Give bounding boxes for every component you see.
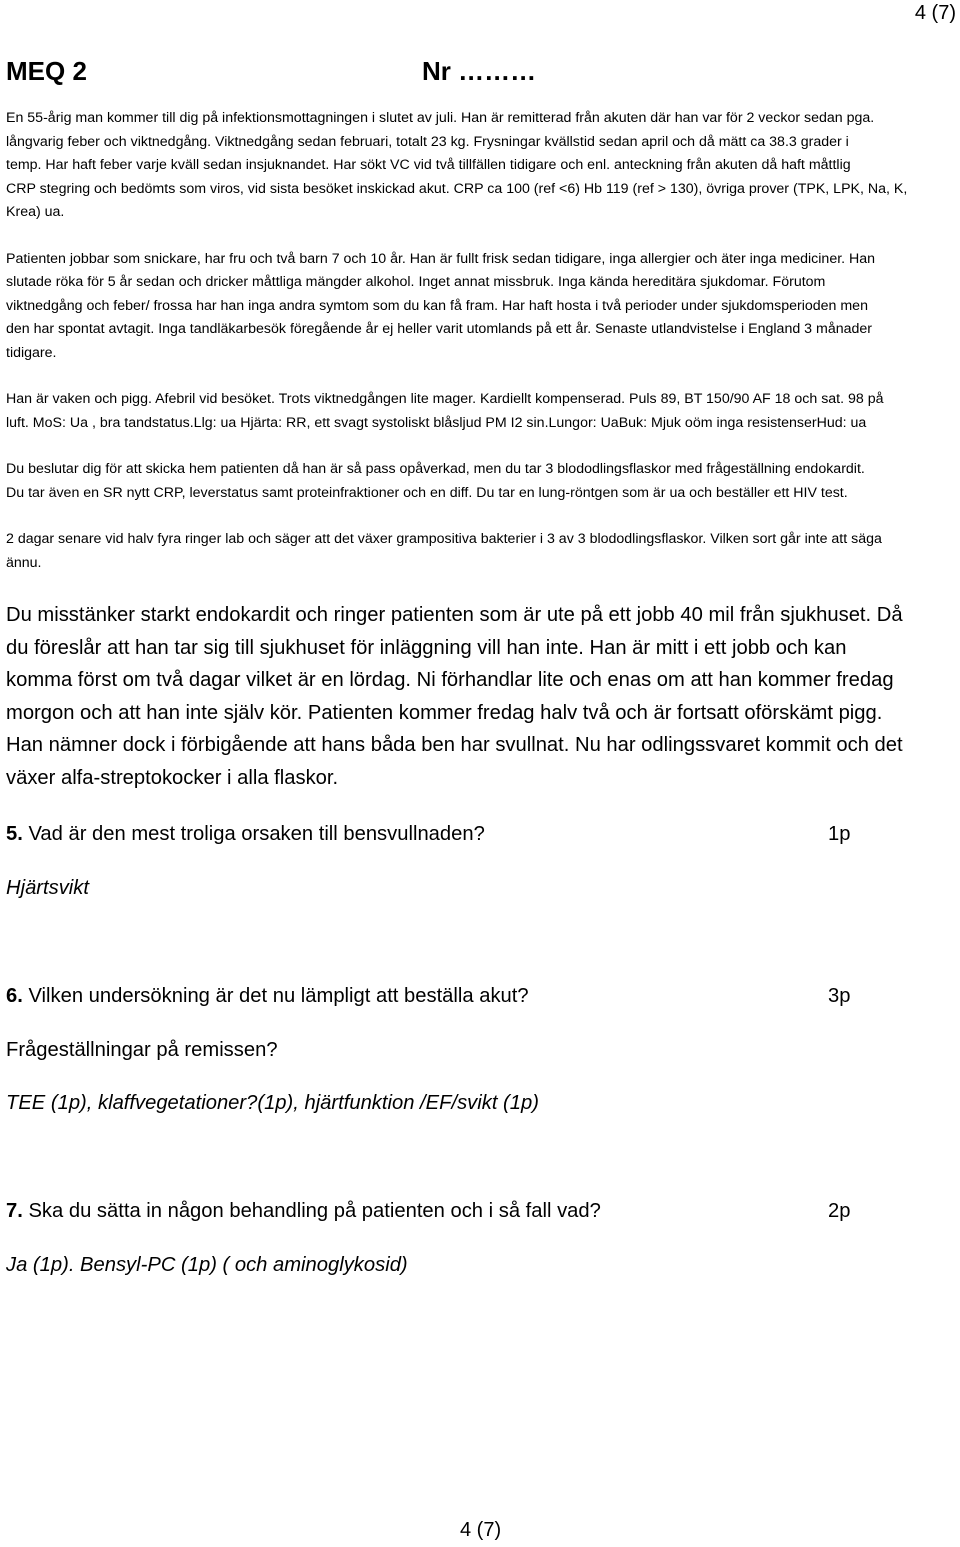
case-paragraph-3 [6,388,956,435]
page-number-top: 4 (7) [914,2,956,24]
text-line: temp. Har haft feber varje kväll sedan insjuknandet. Har sökt VC vid två tillfällen tidigare och enl. anteckning från akuten då haft måttlig [6,157,851,173]
text-line: tidigare. [6,344,57,361]
text-line: Patienten jobbar som snickare, har fru och två barn 7 och 10 år. Han är fullt frisk sedan tidigare, inga allergier och äter inga mediciner. Han [6,250,876,267]
question-text [6,1197,956,1225]
text-line: Du tar även en SR nytt CRP, leverstatus samt proteinfraktioner och en diff. Du tar en lung-röntgen som är ua och beställer ett HIV test. [6,484,848,501]
text-line: den har spontat avtagit. Inga tandläkarbesök föregående år ej heller varit utomlands på ett år. Senaste utlandvistelse i England 3 månader [6,321,872,337]
case-paragraph-4 [6,458,956,505]
question-points: 1p [828,822,851,845]
text-line: morgon och att han inte själv kör. Patienten kommer fredag halv två och är fortsatt oförskämt pigg. [6,701,883,724]
document-header [6,56,906,90]
case-paragraph-2 [6,248,956,366]
question-number: 6. [6,984,23,1007]
page-number-bottom: 4 (7) [460,1519,502,1541]
text-line: du föreslår att han tar sig till sjukhuset för inläggning vill han inte. Han är mitt i ett jobb och kan [6,636,847,659]
question-label: Ska du sätta in någon behandling på patienten och i så fall vad? [22,1199,601,1222]
question-text [6,820,956,848]
case-paragraph-1 [6,107,956,225]
text-line: Han är vaken och pigg. Afebril vid besöket. Trots viktnedgången lite mager. Kardiellt kompenserad. Puls 89, BT 150/90 AF 18 och sat. 98 på [6,391,884,407]
case-paragraph-5 [6,528,956,575]
question-label: Vilken undersökning är det nu lämpligt att beställa akut? [22,984,529,1007]
question-label: Vad är den mest troliga orsaken till bensvullnaden? [22,822,485,845]
text-line: luft. MoS: Ua , bra tandstatus.Llg: ua Hjärta: RR, ett svagt systoliskt blåsljud PM I2 sin.Lungor: UaBuk: Mjuk oöm inga resistenserHud: ua [6,414,867,431]
text-line: långvarig feber och viktnedgång. Viktnedgång sedan februari, totalt 23 kg. Frysningar kvällstid sedan april och då mätt ca 38.3 grader i [6,133,849,150]
document-nr: Nr ……… [422,56,537,86]
answer-text: TEE (1p), klaffvegetationer?(1p), hjärtfunktion /EF/svikt (1p) [6,1091,539,1114]
text-line: komma först om två dagar vilket är en lördag. Ni förhandlar lite och enas om att han kommer fredag [6,669,894,692]
document-body [6,107,956,1279]
question-points: 2p [828,1199,851,1222]
text-line: slutade röka för 5 år sedan och dricker måttliga mängder alkohol. Inget annat missbruk. Inga kända hereditära sjukdomar. Förutom [6,274,826,290]
question-points: 3p [828,984,851,1007]
text-line: viktnedgång och feber/ frossa har han inga andra symtom som du kan få fram. Har haft hosta i två perioder under sjukdomsperioden men [6,297,868,314]
text-line: Krea) ua. [6,204,65,220]
text-line: Du beslutar dig för att skicka hem patienten då han är så pass opåverkad, men du tar 3 blododlingsflaskor med frågeställning endokardit. [6,461,865,477]
case-continuation [6,599,956,795]
question-5 [6,820,956,902]
question-number: 7. [6,1199,23,1222]
text-line: ännu. [6,554,42,571]
text-line: CRP stegring och bedömts som viros, vid sista besöket inskickad akut. CRP ca 100 (ref <6) Hb 119 (ref > 130), övriga prover (TPK, LPK, Na, K, [6,180,908,197]
subquestion-text: Frågeställningar på remissen? [6,1038,278,1061]
question-7 [6,1197,956,1279]
question-text [6,982,956,1010]
text-line: växer alfa-streptokocker i alla flaskor. [6,766,339,789]
question-6 [6,982,956,1117]
document-title: MEQ 2 [6,56,87,86]
text-line: Du misstänker starkt endokardit och ringer patienten som är ute på ett jobb 40 mil från sjukhuset. Då [6,604,903,626]
question-number: 5. [6,822,23,845]
text-line: Han nämner dock i förbigående att hans båda ben har svullnat. Nu har odlingssvaret kommit och det [6,734,903,757]
text-line: En 55-årig man kommer till dig på infektionsmottagningen i slutet av juli. Han är remitterad från akuten där han var för 2 veckor sedan pga. [6,110,875,126]
text-line: 2 dagar senare vid halv fyra ringer lab och säger att det växer grampositiva bakterier i 3 av 3 blododlingsflaskor. Vilken sort går inte att säga [6,531,882,547]
answer-text: Hjärtsvikt [6,876,89,899]
answer-text: Ja (1p). Bensyl-PC (1p) ( och aminoglykosid) [6,1253,408,1276]
